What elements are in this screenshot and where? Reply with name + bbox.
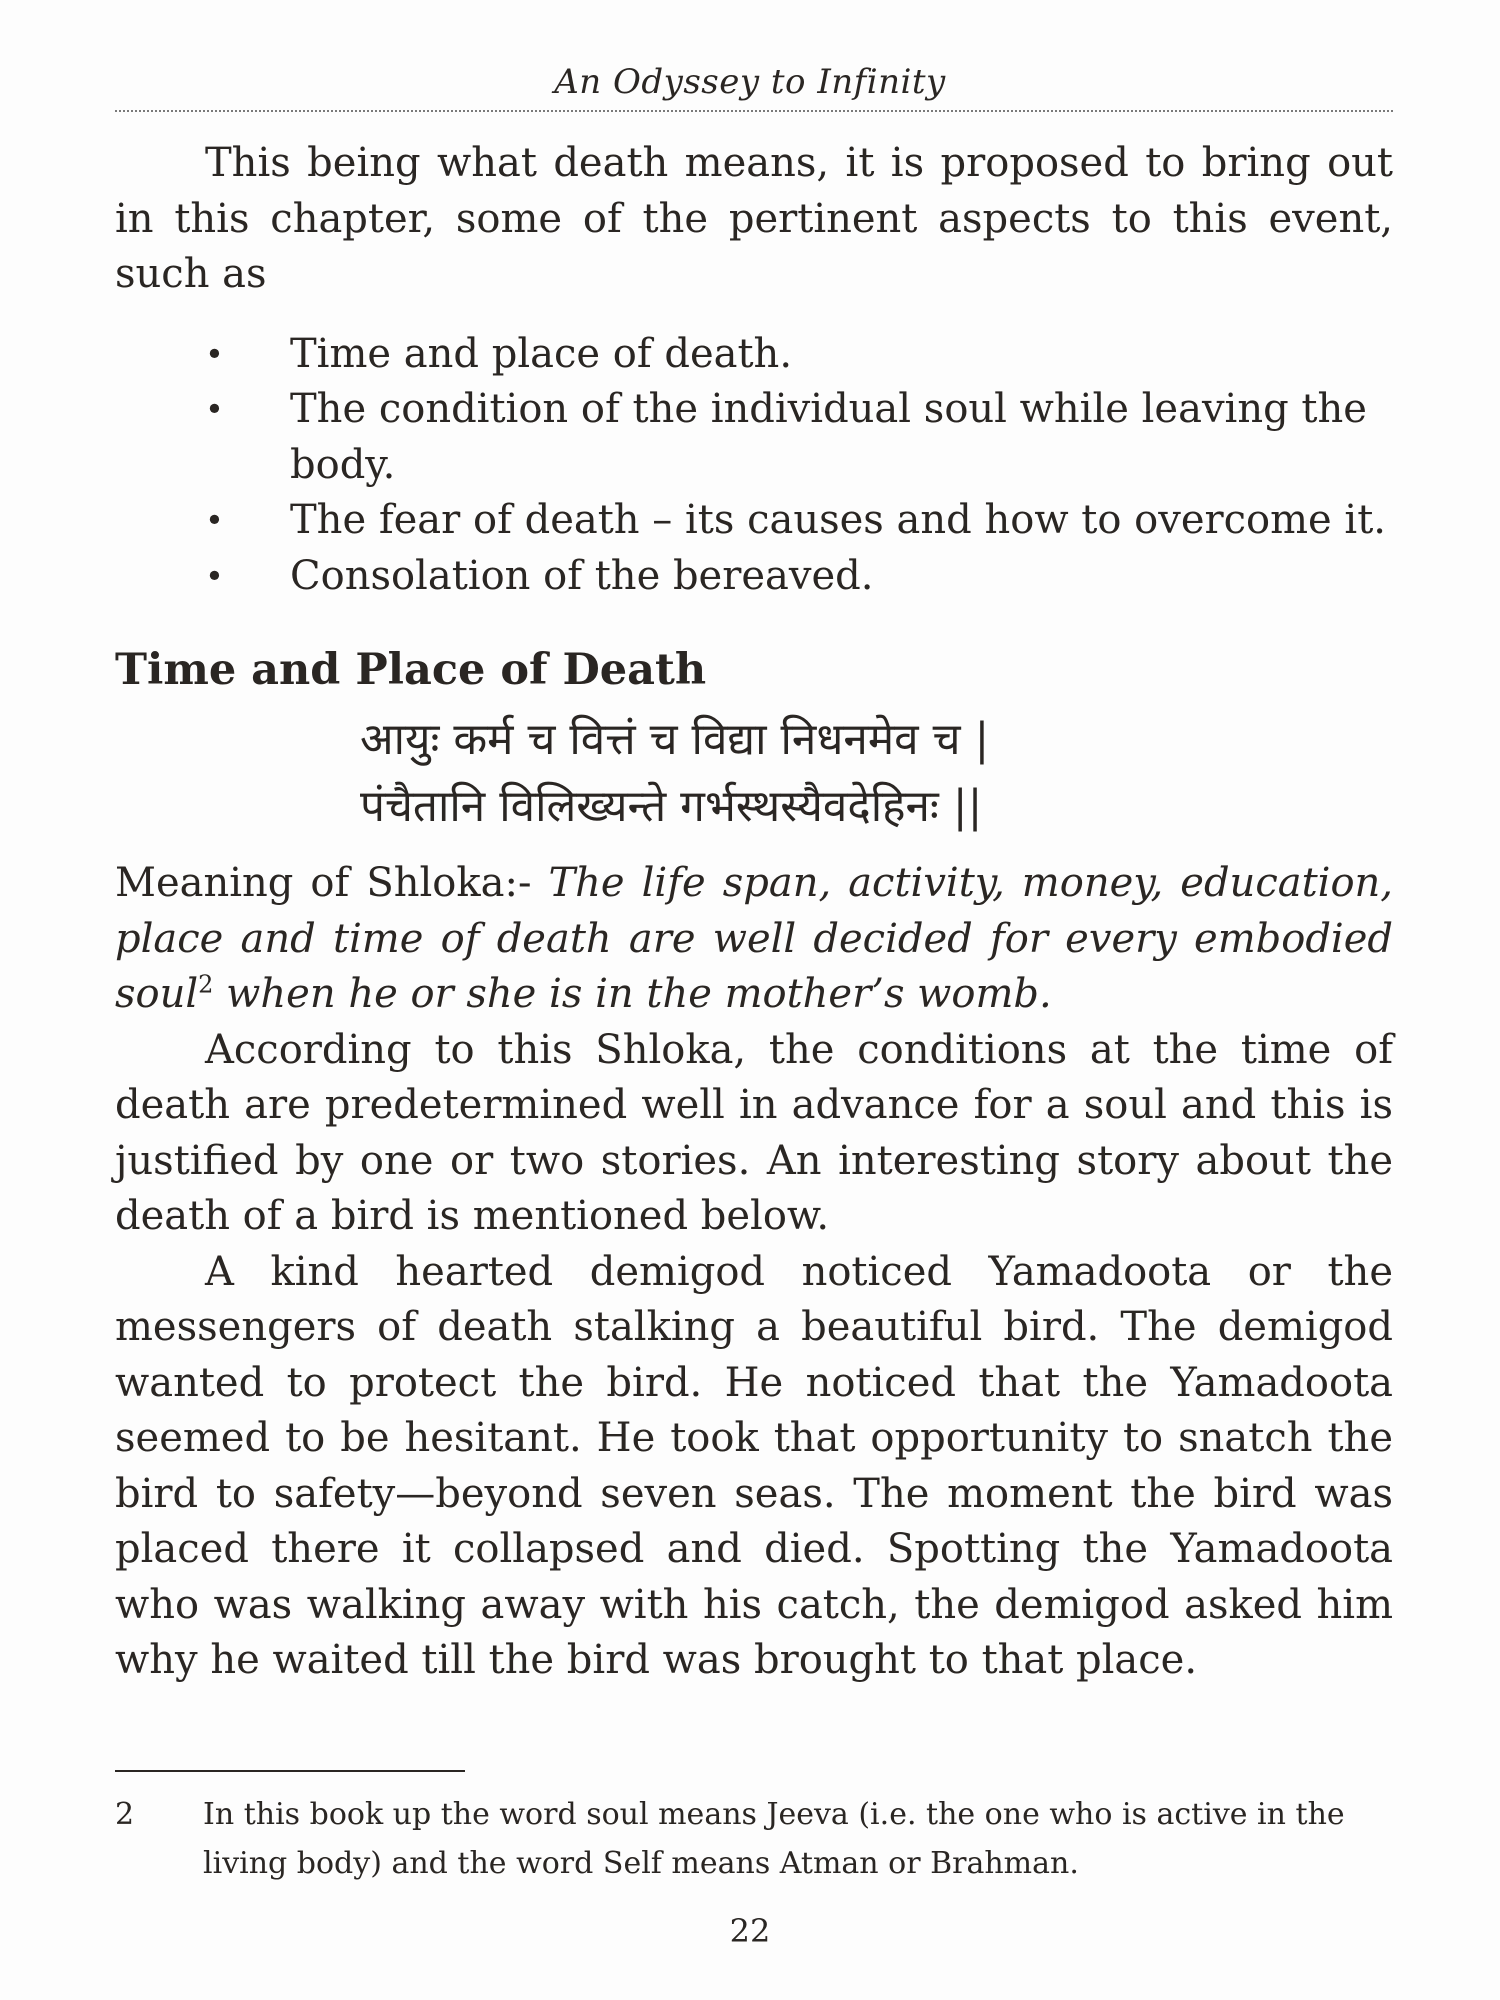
bullet-icon: • — [205, 334, 224, 373]
bullet-text: Consolation of the bereaved. — [290, 552, 874, 599]
shloka-line-2: पंचैतानि विलिख्यन्ते गर्भस्थस्यैवदेहिनः || — [360, 781, 983, 832]
bullet-item — [115, 549, 1393, 605]
bullet-text: The fear of death – its causes and how to overcome it. — [290, 497, 1386, 543]
bullet-icon: • — [205, 556, 224, 595]
shloka-verse — [115, 706, 1393, 840]
bullet-item — [115, 382, 1393, 493]
footnote-divider — [115, 1770, 465, 1772]
page-body — [115, 136, 1393, 1689]
bullet-item — [115, 327, 1393, 383]
bullet-item — [115, 493, 1393, 549]
body-paragraph: A kind hearted demigod noticed Yamadoota or the messengers of death stalking a beautiful bird. The demigod wanted to protect the bird. He noticed that the Yamadoota seemed to be hesitant. He took that opportunity to snatch the bird to safety—beyond seven seas. The moment the bird was placed there it collapsed and died. Spotting the Yamadoota who was walking away with his catch, the demigod asked him why he waited till the bird was brought to that place. — [115, 1248, 1393, 1683]
shloka-line-1: आयुः कर्म च वित्तं च विद्या निधनमेव च | — [360, 714, 990, 765]
bullet-icon: • — [205, 501, 224, 539]
shloka-meaning — [115, 856, 1393, 1023]
body-paragraph: According to this Shloka, the conditions at the time of death are predetermined well in advance for a soul and this is justified by one or two stories. An interesting story about the death of a bird is mentioned below. — [115, 1026, 1393, 1239]
section-heading: Time and Place of Death — [115, 645, 707, 695]
footnote-number: 2 — [115, 1797, 135, 1832]
bullet-text: The condition of the individual soul while leaving the body. — [290, 386, 1367, 488]
footnote — [115, 1790, 1393, 1888]
running-head: An Odyssey to Infinity — [554, 62, 946, 102]
footnote-reference: 2 — [198, 970, 214, 999]
meaning-label: Meaning of Shloka:- — [115, 860, 549, 906]
footnote-text: In this book up the word soul means Jeeva (i.e. the one who is active in the living body) and the word Self means Atman or Brahman. — [203, 1797, 1345, 1881]
intro-paragraph: This being what death means, it is proposed to bring out in this chapter, some of the pertinent aspects to this event, such as — [115, 140, 1393, 297]
header-divider — [115, 110, 1393, 112]
bullet-text: Time and place of death. — [290, 330, 793, 377]
meaning-text: The life span, activity, money, education, place and time of death are well decided for every embodied soul — [115, 860, 1393, 1017]
bullet-icon: • — [205, 390, 224, 428]
bullet-list — [115, 327, 1393, 605]
meaning-text-continued: when he or she is in the mother’s womb. — [213, 971, 1052, 1017]
page-number: 22 — [729, 1912, 771, 1950]
